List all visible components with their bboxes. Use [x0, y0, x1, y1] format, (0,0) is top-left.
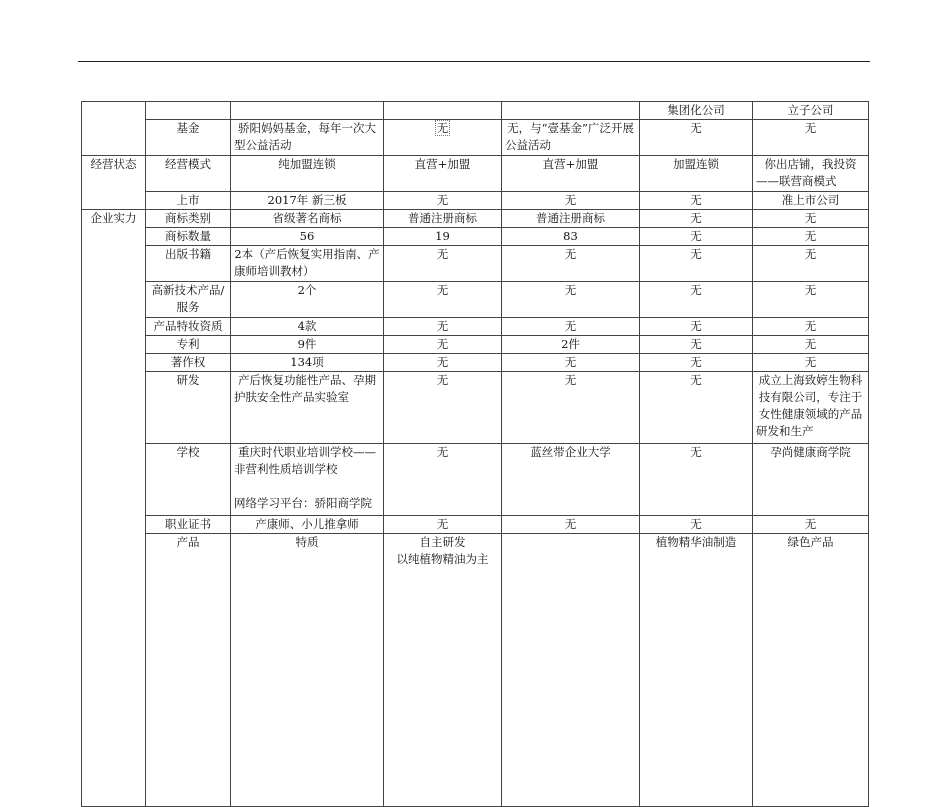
table-cell: 无 — [502, 372, 640, 444]
table-cell: 无 — [640, 372, 753, 444]
row-label: 商标数量 — [146, 228, 231, 246]
table-cell: 无 — [640, 516, 753, 534]
table-cell: 无 — [384, 246, 502, 282]
table-cell: 无 — [753, 336, 869, 354]
group-label-product: 产品 — [146, 534, 231, 807]
table-cell: 骄阳妈妈基金，每年一次大型公益活动 — [231, 120, 384, 156]
table-cell: 2个 — [231, 282, 384, 318]
table-cell: 纯加盟连锁 — [231, 156, 384, 192]
table-row — [82, 192, 869, 210]
table-cell: 无 — [502, 246, 640, 282]
column-header-group-company: 集团化公司 — [640, 102, 753, 120]
table-row — [82, 282, 869, 318]
table-cell: 产康师、小儿推拿师 — [231, 516, 384, 534]
table-cell: 56 — [231, 228, 384, 246]
table-cell: 无 — [384, 354, 502, 372]
table-cell: 无 — [753, 246, 869, 282]
table-cell: 无 — [502, 318, 640, 336]
table-cell: 无 — [384, 336, 502, 354]
table-cell: 无 — [640, 444, 753, 516]
table-cell: 你出店铺，我投资——联营商模式 — [753, 156, 869, 192]
table-row — [82, 336, 869, 354]
row-label: 商标类别 — [146, 210, 231, 228]
table-cell: 无 — [502, 354, 640, 372]
table-cell: 无 — [384, 192, 502, 210]
table-cell: 普通注册商标 — [384, 210, 502, 228]
table-cell: 无 — [502, 516, 640, 534]
table-row — [82, 372, 869, 444]
table-cell: 无 — [753, 210, 869, 228]
row-label: 经营模式 — [146, 156, 231, 192]
table-cell: 2本（产后恢复实用指南、产康师培训教材） — [231, 246, 384, 282]
table-cell: 无 — [502, 192, 640, 210]
table-cell: 无 — [502, 282, 640, 318]
table-cell: 无 — [753, 120, 869, 156]
row-label: 上市 — [146, 192, 231, 210]
page-top-rule — [78, 61, 870, 62]
table-cell-text: 以纯植物精油为主 — [396, 552, 489, 566]
table-cell: 无 — [384, 516, 502, 534]
row-label: 职业证书 — [146, 516, 231, 534]
table-row — [82, 516, 869, 534]
table-cell: 无 — [640, 120, 753, 156]
table-cell — [502, 534, 640, 807]
comparison-table — [81, 101, 869, 807]
table-cell: 4款 — [231, 318, 384, 336]
table-cell — [384, 102, 502, 120]
table-cell: 植物精华油制造 — [640, 534, 753, 807]
table-cell: 蓝丝带企业大学 — [502, 444, 640, 516]
table-cell: 无 — [753, 516, 869, 534]
table-cell: 无 — [640, 282, 753, 318]
table-cell: 直营+加盟 — [384, 156, 502, 192]
table-cell: 无，与“壹基金”广泛开展公益活动 — [502, 120, 640, 156]
table-cell: 无 — [640, 354, 753, 372]
table-cell: 无 — [753, 318, 869, 336]
row-label: 研发 — [146, 372, 231, 444]
table-cell: 无 — [640, 336, 753, 354]
table-cell: 孕尚健康商学院 — [753, 444, 869, 516]
learning-platform: 网络学习平台：骄阳商学院 — [234, 496, 372, 510]
school-name: 重庆时代职业培训学校——非营利性质培训学校 — [234, 445, 376, 476]
table-row — [82, 102, 869, 120]
row-label: 学校 — [146, 444, 231, 516]
row-label: 专利 — [146, 336, 231, 354]
table-cell: 普通注册商标 — [502, 210, 640, 228]
table-cell: 无 — [640, 210, 753, 228]
table-cell: 无 — [640, 318, 753, 336]
table-row — [82, 120, 869, 156]
table-row — [82, 354, 869, 372]
row-label: 著作权 — [146, 354, 231, 372]
table-cell: 无 — [753, 354, 869, 372]
group-cell-blank — [82, 102, 146, 156]
table-cell: 加盟连锁 — [640, 156, 753, 192]
group-label-enterprise-strength: 企业实力 — [82, 210, 146, 807]
row-label: 高新技术产品/服务 — [146, 282, 231, 318]
table-row — [82, 156, 869, 192]
table-row — [82, 318, 869, 336]
table-row — [82, 228, 869, 246]
table-row — [82, 210, 869, 228]
column-header-subsidiary: 立子公司 — [753, 102, 869, 120]
table-cell: 无 — [384, 372, 502, 444]
table-cell: 无 — [640, 228, 753, 246]
table-cell: 2件 — [502, 336, 640, 354]
table-cell — [231, 444, 384, 516]
row-label: 基金 — [146, 120, 231, 156]
table-cell: 无 — [753, 282, 869, 318]
table-cell: 成立上海致婷生物科技有限公司，专注于女性健康领域的产品研发和生产 — [753, 372, 869, 444]
group-label-operating-status: 经营状态 — [82, 156, 146, 210]
table-cell: 无 — [384, 318, 502, 336]
table-cell: 绿色产品 — [753, 534, 869, 807]
table-cell: 产后恢复功能性产品、孕期护肤安全性产品实验室 — [231, 372, 384, 444]
table-cell — [384, 534, 502, 807]
table-cell: 无 — [753, 228, 869, 246]
table-cell — [146, 102, 231, 120]
table-cell: 无 — [640, 192, 753, 210]
row-label: 产品特妆资质 — [146, 318, 231, 336]
table-cell: 9件 — [231, 336, 384, 354]
table-cell: 无 — [384, 444, 502, 516]
table-cell — [384, 120, 502, 156]
table-cell — [231, 102, 384, 120]
table-cell-text: 自主研发 — [419, 535, 466, 549]
row-label: 特质 — [231, 534, 384, 807]
table-row — [82, 246, 869, 282]
table-cell: 134项 — [231, 354, 384, 372]
table-cell: 83 — [502, 228, 640, 246]
table-row — [82, 534, 869, 807]
table-cell: 准上市公司 — [753, 192, 869, 210]
table-cell — [502, 102, 640, 120]
table-row — [82, 444, 869, 516]
table-cell: 直营+加盟 — [502, 156, 640, 192]
row-label: 出版书籍 — [146, 246, 231, 282]
table-cell-text: 无 — [436, 121, 449, 135]
table-cell: 无 — [640, 246, 753, 282]
table-cell: 2017年 新三板 — [231, 192, 384, 210]
table-cell: 无 — [384, 282, 502, 318]
table-cell: 19 — [384, 228, 502, 246]
table-cell: 省级著名商标 — [231, 210, 384, 228]
